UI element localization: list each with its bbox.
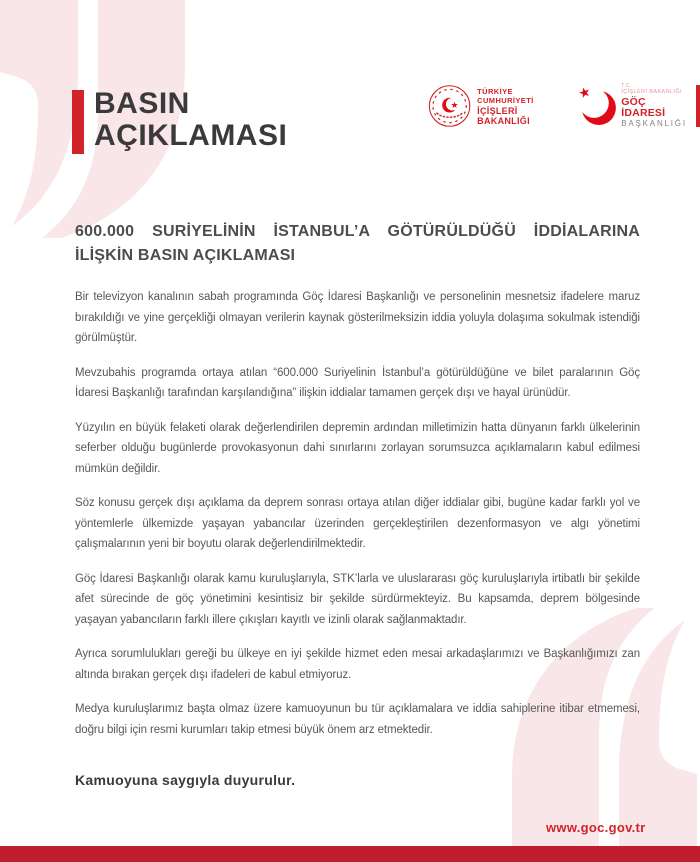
ministry-emblem-icon bbox=[428, 82, 471, 130]
ministry-logo bbox=[428, 82, 563, 130]
statement-paragraph: Ayrıca sorumlulukları gereği bu ülkeye en iyi şekilde hizmet eden mesai arkadaşlarımızı ve Başkanlığımızı zan altında bırakan gerçek dışı ifadeleri de kabul etmiyoruz. bbox=[75, 648, 640, 681]
ministry-name-line-1: TÜRKİYE CUMHURİYETİ bbox=[477, 86, 534, 105]
statement-paragraph: Göç İdaresi Başkanlığı olarak kamu kuruluşlarıyla, STK’larla ve uluslararası göç kuruluşlarıyla irtibatlı bir şekilde afet sürecinde de göç yönetimini kesintisiz bir şekilde sürdürmekteyiz. Bu kapsamda, deprem bölgesinde yaşayan yabancıların farklı illere çıkışları kayıtlı ve izinli olarak sağlanmaktadır. bbox=[75, 572, 640, 626]
migration-logo-name-2: BAŞKANLIĞI bbox=[621, 119, 687, 129]
website-link[interactable]: www.goc.gov.tr bbox=[546, 820, 646, 835]
footer-red-strip bbox=[0, 846, 700, 862]
statement-heading-line-2: İLİŞKİN BASIN AÇIKLAMASI bbox=[75, 247, 296, 264]
title-line-2: AÇIKLAMASI bbox=[94, 119, 288, 152]
logo-separator-bar bbox=[696, 85, 700, 127]
closing-line: Kamuoyuna saygıyla duyurulur. bbox=[75, 772, 296, 788]
statement-paragraph: Medya kuruluşlarımız başta olmaz üzere kamuoyunun bu tür açıklamalara ve iddia sahiplerine itibar etmemesi, doğru bilgi için resmi kurumları takip etmesi büyük önem arz etmektedir. bbox=[75, 703, 640, 736]
crescent-star-icon bbox=[577, 83, 617, 129]
statement-paragraph: Mevzubahis programda ortaya atılan “600.000 Suriyelinin İstanbul’a götürüldüğüne ve bilet paralarının Göç İdaresi Başkanlığı tarafından karşılandığına” ilişkin iddialar tamamen gerçek dışı ve hayal ürünüdür. bbox=[75, 366, 640, 399]
statement-heading bbox=[75, 220, 640, 268]
statement-body bbox=[75, 287, 640, 754]
page-title bbox=[72, 88, 287, 154]
title-accent-bar bbox=[72, 90, 84, 154]
statement-paragraph: Bir televizyon kanalının sabah programında Göç İdaresi Başkanlığı ve personelinin mesnetsiz ifadelere maruz bırakıldığı ve yine gerçekliği olmayan verilerin kaynak gösterilmeksizin iddia yoluyla dolaşıma sokulmak istendiği görülmüştür. bbox=[75, 291, 640, 344]
ministry-name-line-2: İÇİŞLERİ BAKANLIĞI bbox=[477, 105, 530, 126]
title-line-1: BASIN bbox=[94, 87, 190, 120]
statement-heading-line-1: 600.000 SURİYELİNİN İSTANBUL’A GÖTÜRÜLDÜĞÜ İDDİALARINA bbox=[75, 223, 640, 240]
statement-paragraph: Yüzyılın en büyük felaketi olarak değerlendirilen depremin ardından milletimizin hatta dünyanın farklı ülkelerinin seferber olduğu bugünlerde provokasyonun dahi sınırlarını zorlayan sorumsuzca açıklamaların kabul edilmesi mümkün değildir. bbox=[75, 421, 640, 475]
migration-logo-ministry: İÇİŞLERİ BAKANLIĞI bbox=[621, 88, 682, 95]
statement-paragraph: Söz konusu gerçek dışı açıklama da deprem sonrası ortaya atılan diğer iddialar gibi, bugüne kadar farklı yol ve yöntemlerle ülkemizde yaşayan yabancılar üzerinden gerçekleştirilen dezenformasyon ve algı yönetimi çalışmalarının yeni bir boyutu olarak değerlendirilmektedir. bbox=[75, 497, 640, 550]
header-logos bbox=[428, 82, 700, 130]
migration-logo-name: GÖÇ İDARESİ bbox=[621, 96, 666, 119]
migration-logo-tc: T.C. bbox=[621, 82, 633, 89]
migration-authority-logo bbox=[577, 83, 700, 129]
